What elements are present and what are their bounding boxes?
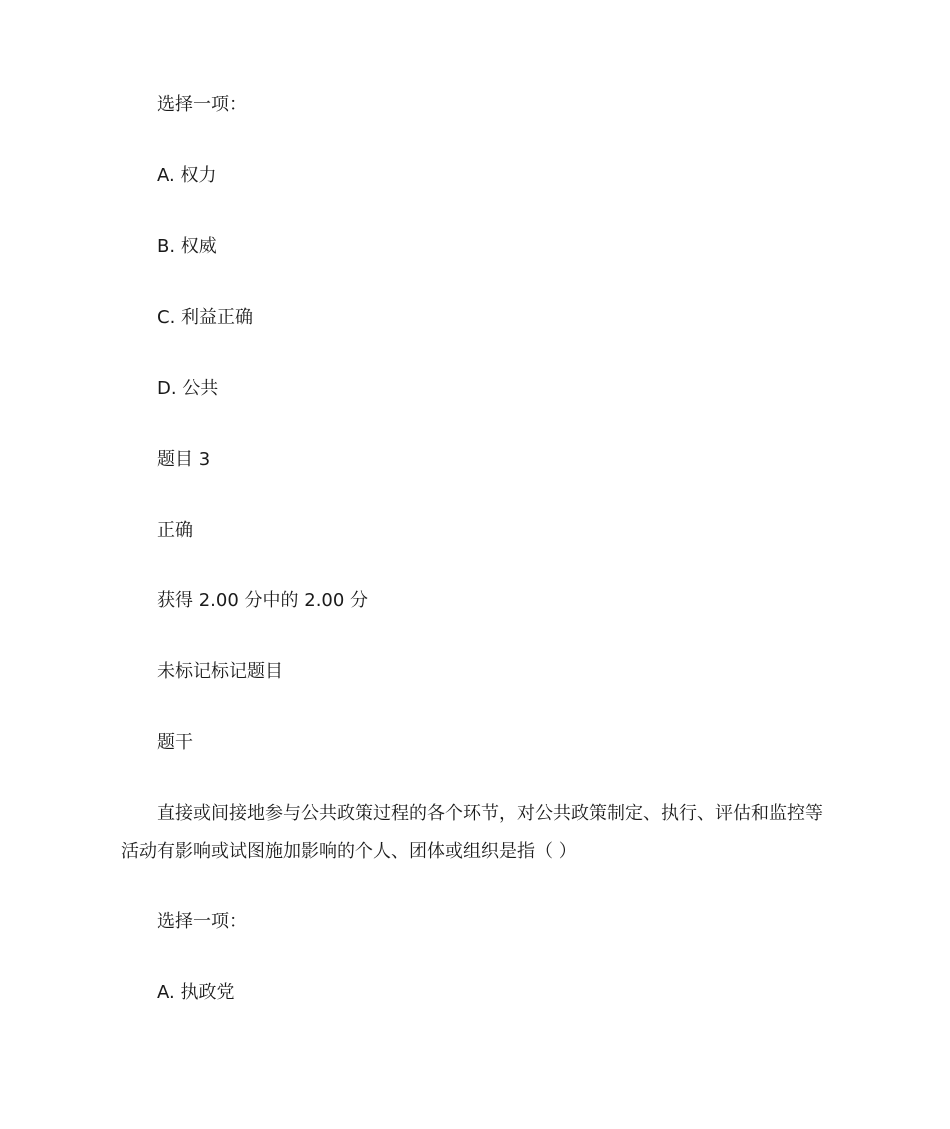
choice-prompt: 选择一项： (157, 94, 247, 115)
option-b: B. 权威 (157, 236, 217, 257)
option-c: C. 利益正确 (157, 307, 254, 328)
choice-prompt: 选择一项： (157, 911, 247, 932)
flag-question: 未标记标记题目 (157, 661, 283, 682)
question-stem-label: 题干 (157, 732, 193, 753)
question-text: 直接或间接地参与公共政策过程的各个环节，对公共政策制定、执行、评估和监控等活动有影响或试图施加影响的个人、团体或组织是指（ ） (121, 803, 823, 862)
question-score: 获得 2.00 分中的 2.00 分 (157, 590, 369, 611)
option-d: D. 公共 (157, 378, 219, 399)
option-a: A. 权力 (157, 165, 217, 186)
question-status: 正确 (157, 520, 193, 541)
option-a: A. 执政党 (157, 982, 235, 1003)
question-title: 题目 3 (157, 449, 211, 470)
